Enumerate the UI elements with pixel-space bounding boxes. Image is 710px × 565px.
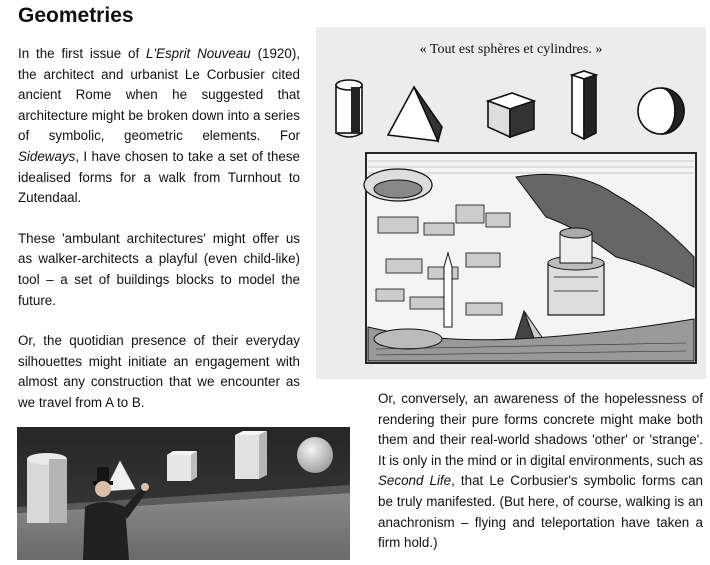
paragraph-4 xyxy=(378,389,703,554)
secondlife-image xyxy=(17,427,350,560)
cube-icon xyxy=(488,93,534,137)
p4-emphasis-1: Second Life xyxy=(378,473,452,489)
secondlife-svg xyxy=(17,427,350,560)
p1-text-3: , I have chosen to take a set of these idealised forms for a walk from Turnhout to Zutendaal. xyxy=(18,148,300,206)
p1-emphasis-2: Sideways xyxy=(18,148,76,164)
prism-icon xyxy=(572,71,596,139)
sphere-icon xyxy=(638,88,684,134)
page-title: Geometries xyxy=(18,4,134,27)
paragraph-3: Or, the quotidian presence of their everyday silhouettes might initiate an engagement with almost any construction that we encounter as we travel from A to B. xyxy=(18,333,300,410)
p4-text-1: Or, conversely, an awareness of the hopelessness of rendering their pure forms concrete might make both them and their real-world shadows 'other' or 'strange'. It is only in the mind or in digital environments, such as xyxy=(378,391,703,468)
engraving-figure xyxy=(316,27,706,379)
engraving-svg xyxy=(316,27,706,379)
cube-icon xyxy=(167,451,197,481)
prism-icon xyxy=(235,431,267,479)
p1-text-2: (1920), the architect and urbanist Le Corbusier cited ancient Rome when he suggested that architecture might be broken down into a series of symbolic, geometric elements. For xyxy=(18,46,300,144)
p4-text-2: , that Le Corbusier's symbolic forms can be truly manifested. (But here, of course, walking is an anachronism – flying and teleportation have taken a firm hold.) xyxy=(378,473,703,551)
cylinder-icon xyxy=(27,453,67,523)
rome-scene xyxy=(364,153,696,363)
right-column xyxy=(378,389,703,554)
left-column xyxy=(18,44,300,434)
cylinder-icon xyxy=(336,80,362,137)
paragraph-2: These 'ambulant architectures' might offer us as walker-architects a playful (even child-like) tool – a set of buildings blocks to model the future. xyxy=(18,230,300,308)
engraving-caption: « Tout est sphères et cylindres. » xyxy=(419,42,603,57)
p1-text-1: In the first issue of xyxy=(18,46,147,61)
p1-emphasis-1: L'Esprit Nouveau xyxy=(146,46,251,61)
paragraph-1 xyxy=(18,44,300,209)
pyramid-icon xyxy=(388,87,442,141)
sphere-icon xyxy=(297,437,333,473)
